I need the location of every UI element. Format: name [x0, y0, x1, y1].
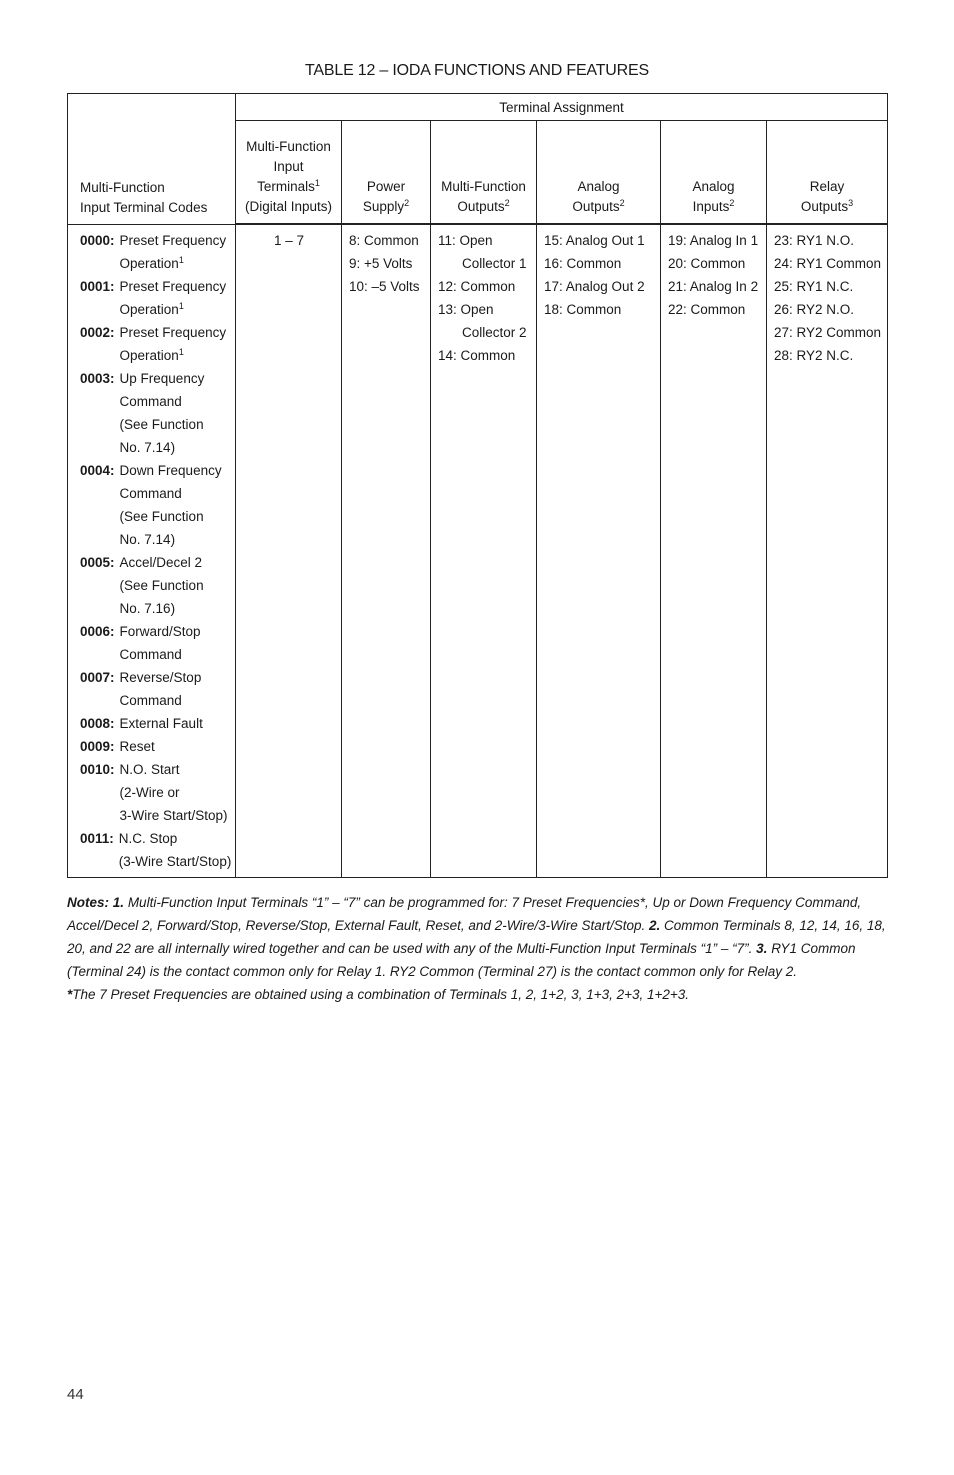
relay-outputs-cell: 23: RY1 N.O. 24: RY1 Common 25: RY1 N.C. 26: RY2 N.O. 27: RY2 Common 28: RY2 N.C. [767, 224, 888, 878]
code-item: 0003: Up Frequency Command (See Function No. 7.14) [80, 370, 205, 455]
code-item: 0001: Preset Frequency Operation$^1$ [80, 278, 227, 317]
table-title: TABLE 12 – IODA FUNCTIONS AND FEATURES [305, 62, 649, 79]
header-analog-outputs: Analog Outputs$^2$ [537, 121, 661, 225]
code-item: 0011: N.C. Stop (3-Wire Start/Stop) [80, 830, 232, 869]
header-power-supply: Power Supply$^2$ [342, 121, 431, 225]
code-item: 0007: Reverse/Stop Command [80, 669, 202, 708]
power-supply-cell: 8: Common 9: +5 Volts 10: –5 Volts [342, 224, 431, 878]
analog-inputs-cell: 19: Analog In 1 20: Common 21: Analog In 2 22: Common [661, 224, 767, 878]
functions-table [67, 93, 888, 878]
code-item: 0010: N.O. Start (2-Wire or 3-Wire Start/Stop) [80, 761, 228, 823]
analog-outputs-cell: 15: Analog Out 1 16: Common 17: Analog Out 2 18: Common [537, 224, 661, 878]
page-number: 44 [67, 1386, 84, 1403]
header-analog-inputs: Analog Inputs$^2$ [661, 121, 767, 225]
header-input-terminals: Multi-Function Input Terminals$^1$ (Digital Inputs) [236, 121, 342, 225]
code-item: 0004: Down Frequency Command (See Function No. 7.14) [80, 462, 222, 547]
input-codes-cell [68, 224, 236, 878]
header-input-terminal-codes: Multi-Function Input Terminal Codes [68, 94, 236, 225]
code-item: 0000: Preset Frequency Operation$^1$ [80, 232, 227, 271]
header-terminal-assignment: Terminal Assignment [236, 94, 888, 121]
input-terminals-cell: 1 – 7 [236, 224, 342, 878]
code-item: 0009: Reset [80, 738, 155, 754]
code-item: 0008: External Fault [80, 715, 203, 731]
header-mf-outputs: Multi-Function Outputs$^2$ [431, 121, 537, 225]
mf-outputs-cell: 11: Open Collector 1 12: Common 13: Open Collector 2 14: Common [431, 224, 537, 878]
header-relay-outputs: Relay Outputs$^3$ [767, 121, 888, 225]
code-item: 0006: Forward/Stop Command [80, 623, 201, 662]
code-item: 0002: Preset Frequency Operation$^1$ [80, 324, 227, 363]
table-notes: Notes: 1. Multi-Function Input Terminals “1” – “7” can be programmed for: 7 Preset Frequencies*, Up or Down Frequency Command, Accel/Decel 2, Forward/Stop, Reverse/Stop, External Fault, Reset, and 2-Wire/3-Wire Start/Stop. 2. Common Terminals 8, 12, 14, 16, 18, 20, and 22 are all internally wired together and can be used with any of the Multi-Function Input Terminals “1” – “7”. 3. RY1 Common (Terminal 24) is the contact common only for Relay 1. RY2 Common (Terminal 27) is the contact common only for Relay 2. *The 7 Preset Frequencies are obtained using a combination of Terminals 1, 2, 1+2, 3, 1+3, 2+3, 1+2+3. [67, 895, 886, 1002]
code-item: 0005: Accel/Decel 2 (See Function No. 7.16) [80, 554, 204, 616]
